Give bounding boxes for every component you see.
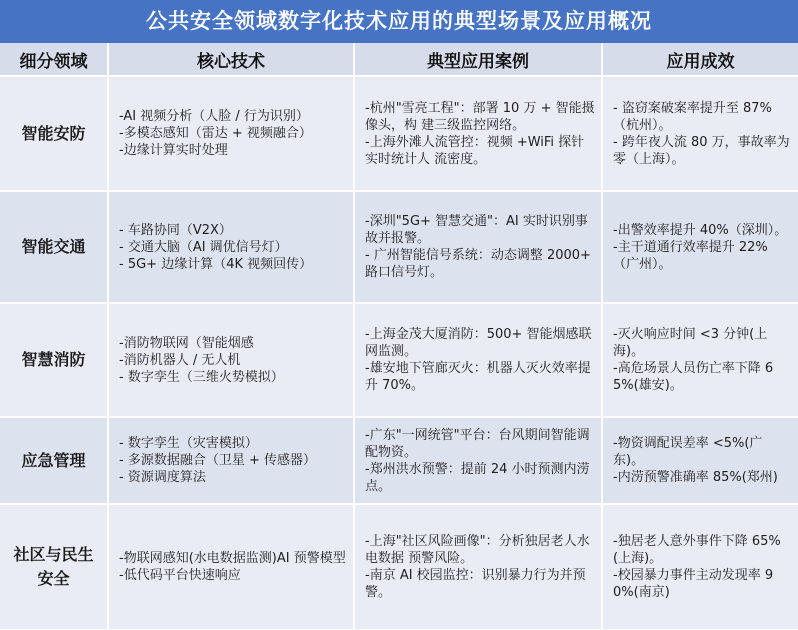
tech-item: -物联网感知(水电数据监测)AI 预警模型: [119, 551, 346, 566]
effect-item: -独居老人意外事件下降 65%(上海)。: [613, 534, 781, 566]
effect-item: -主干道通行效率提升 22%（广州）。: [613, 239, 768, 272]
effect-item: -出警效率提升 40%（深圳）。: [613, 222, 788, 238]
tech-item: - 数字孪生（三维火势模拟）: [119, 369, 284, 385]
domain-cell: 社区与民生安全: [0, 504, 108, 630]
tech-item: - 多源数据融合（卫星 + 传感器）: [119, 453, 316, 468]
tech-item: -AI 视频分析（人脸 / 行为识别）: [119, 109, 309, 124]
case-item: -上海外滩人流管控：视频 +WiFi 探针实时统计人 流密度。: [365, 134, 585, 167]
effect-item: - 盗窃案破案率提升至 87%（杭州）。: [613, 100, 772, 133]
tech-cell: [108, 504, 354, 630]
column-header-effects: 应用成效: [602, 43, 798, 76]
effect-item: -内涝预警准确率 85%(郑州): [613, 470, 778, 485]
table-row: [0, 76, 798, 191]
tech-cell: [108, 191, 354, 303]
table-row: [0, 303, 798, 417]
column-header-tech: 核心技术: [108, 43, 354, 76]
table-row: [0, 417, 798, 504]
effect-item: -物资调配误差率 <5%(广东)。: [613, 436, 763, 468]
domain-cell: 智慧消防: [0, 303, 108, 417]
case-item: -广东"一网统管"平台：台风期间智能调配物资。: [365, 427, 590, 460]
effect-item: -高危场景人员伤亡率下降 65%(雄安)。: [613, 361, 774, 393]
tech-item: -多模态感知（雷达 + 视频融合）: [119, 126, 312, 141]
tech-item: -边缘计算实时处理: [119, 143, 228, 158]
effect-item: -校园暴力事件主动发现率 90%(南京): [613, 568, 774, 600]
case-cell: [354, 303, 602, 417]
case-item: -上海"社区风险画像"：分析独居老人水电数据 预警风险。: [365, 534, 590, 566]
domain-cell: 智能交通: [0, 191, 108, 303]
tech-item: -低代码平台快速响应: [119, 568, 241, 583]
domain-cell: 应急管理: [0, 417, 108, 504]
case-item: -杭州"雪亮工程"：部署 10 万 + 智能摄像头，构 建三级监控网络。: [365, 100, 595, 133]
case-item: -上海金茂大厦消防：500+ 智能烟感联网监测。: [365, 327, 592, 359]
case-cell: [354, 191, 602, 303]
table-row: [0, 191, 798, 303]
effect-item: - 跨年夜人流 80 万，事故率为零（上海）。: [613, 134, 790, 167]
tech-item: -消防物联网（智能烟感: [119, 335, 254, 351]
case-cell: [354, 504, 602, 630]
effect-cell: [602, 504, 798, 630]
case-item: -雄安地下管廊灭火：机器人灭火效率提升 70%。: [365, 361, 591, 393]
effect-cell: [602, 76, 798, 191]
tech-item: - 数字孪生（灾害模拟）: [119, 436, 258, 451]
tech-item: - 资源调度算法: [119, 470, 206, 485]
case-cell: [354, 76, 602, 191]
tech-cell: [108, 76, 354, 191]
tech-item: - 车路协同（V2X）: [119, 222, 232, 238]
domain-cell: 智能安防: [0, 76, 108, 191]
column-header-cases: 典型应用案例: [354, 43, 602, 76]
scenario-table: [0, 43, 798, 630]
page-title: 公共安全领域数字化技术应用的典型场景及应用概况: [0, 0, 798, 43]
effect-cell: [602, 417, 798, 504]
tech-item: - 交通大脑（AI 调优信号灯）: [119, 239, 288, 255]
case-item: -郑州洪水预警：提前 24 小时预测内涝点。: [365, 461, 590, 494]
table-row: [0, 504, 798, 630]
case-item: - 广州智能信号系统：动态调整 2000+ 路口信号灯。: [365, 248, 591, 280]
tech-cell: [108, 303, 354, 417]
tech-item: -消防机器人 / 无人机: [119, 352, 241, 368]
table-header-row: [0, 43, 798, 76]
case-item: -南京 AI 校园监控：识别暴力行为并预警。: [365, 568, 586, 600]
case-item: -深圳"5G+ 智慧交通"：AI 实时识别事故并报警。: [365, 214, 588, 246]
effect-item: -灭火响应时间 <3 分钟(上海)。: [613, 327, 768, 359]
tech-item: - 5G+ 边缘计算（4K 视频回传）: [119, 256, 313, 272]
column-header-domain: 细分领域: [0, 43, 108, 76]
effect-cell: [602, 303, 798, 417]
tech-cell: [108, 417, 354, 504]
effect-cell: [602, 191, 798, 303]
case-cell: [354, 417, 602, 504]
